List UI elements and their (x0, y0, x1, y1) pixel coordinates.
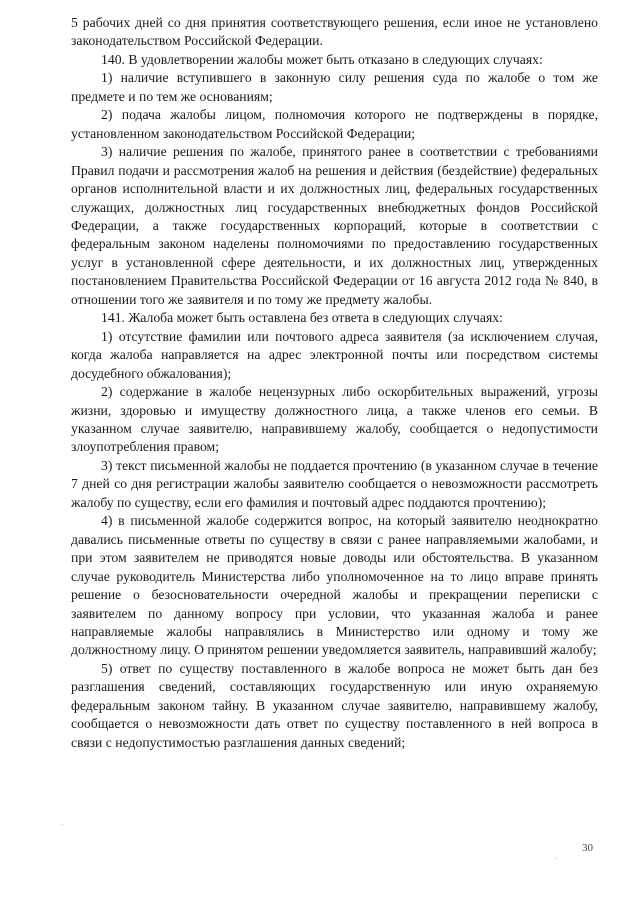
paragraph-140-item-2: 2) подача жалобы лицом, полномочия которого не подтверждены в порядке, установленном законодательством Российской Федерации; (71, 107, 598, 141)
paragraph-141-item-5: 5) ответ по существу поставленного в жалобе вопроса не может быть дан без разглашения сведений, составляющих государственную или иную охраняемую федеральным законом тайну. В указанном случае заявителю, направившему жалобу, сообщается о невозможности дать ответ по существу поставленного в ней вопроса в связи с недопустимостью разглашения данных сведений; (71, 660, 598, 750)
paragraph-140-item-3: 3) наличие решения по жалобе, принятого ранее в соответствии с требованиями Правил подачи и рассмотрения жалоб на решения и действия (бездействие) федеральных органов исполнительной власти и их должностных лиц, федеральных государственных служащих, должностных лиц государственных внебюджетных фондов Российской Федерации, а также государственных корпораций, которые в соответствии с федеральным законом наделены полномочиями по предоставлению государственных услуг в установленной сфере деятельности, и их должностных лиц, утвержденных постановлением Правительства Российской Федерации от 16 августа 2012 года № 840, в отношении того же заявителя и по тому же предмету жалобы. (71, 144, 598, 307)
scan-speck (62, 824, 63, 825)
page-number: 30 (582, 842, 593, 854)
scan-speck (556, 858, 557, 859)
paragraph-141-heading: 141. Жалоба может быть оставлена без ответа в следующих случаях: (101, 310, 503, 326)
paragraph-140-heading: 140. В удовлетворении жалобы может быть отказано в следующих случаях: (101, 51, 543, 67)
paragraph-141-item-3: 3) текст письменной жалобы не поддается прочтению (в указанном случае в течение 7 дней со дня регистрации жалобы заявителю сообщается о невозможности рассмотреть жалобу по существу, если его фамилия и почтовый адрес поддаются прочтению); (71, 457, 598, 510)
paragraph-141-item-2: 2) содержание в жалобе нецензурных либо оскорбительных выражений, угрозы жизни, здоровью и имуществу должностного лица, а также членов его семьи. В указанном случае заявителю, направившему жалобу, сообщается о недопустимости злоупотребления правом; (71, 384, 598, 455)
paragraph-141-item-1: 1) отсутствие фамилии или почтового адреса заявителя (за исключением случая, когда жалоба направляется на адрес электронной почты или посредством системы досудебного обжалования); (71, 328, 598, 381)
paragraph-continuation: 5 рабочих дней со дня принятия соответствующего решения, если иное не установлено законодательством Российской Федерации. (71, 15, 598, 49)
document-body (71, 14, 598, 752)
paragraph-141-item-4: 4) в письменной жалобе содержится вопрос, на который заявителю неоднократно давались письменные ответы по существу в связи с ранее направляемыми жалобами, и при этом заявителем не приводятся новые доводы или обстоятельства. В указанном случае руководитель Министерства либо уполномоченное на то лицо вправе принять решение о безосновательности очередной жалобы и прекращении переписки с заявителем по данному вопросу при условии, что указанная жалоба и ранее направляемые жалобы направлялись в Министерство или одному и тому же должностному лицу. О принятом решении уведомляется заявитель, направивший жалобу; (71, 513, 598, 658)
paragraph-140-item-1: 1) наличие вступившего в законную силу решения суда по жалобе о том же предмете и по тем же основаниям; (71, 70, 598, 104)
